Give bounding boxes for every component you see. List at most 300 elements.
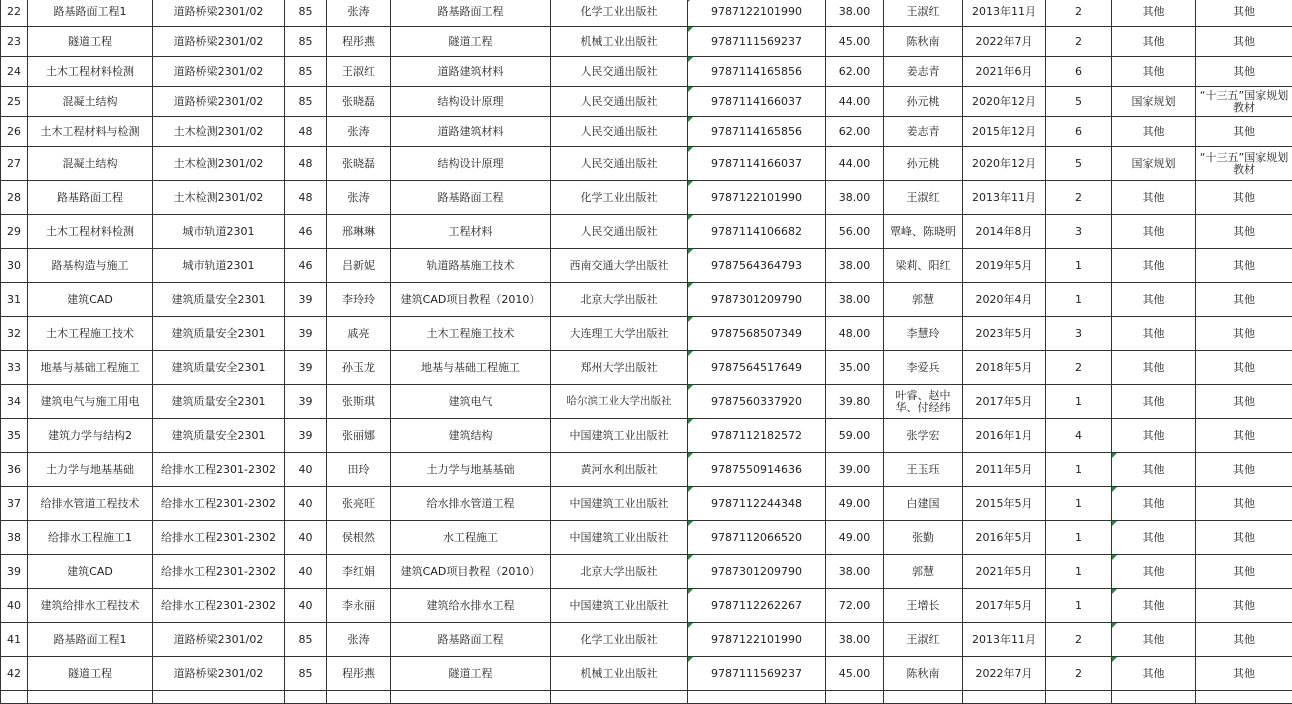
cell-price[interactable]: 45.00 — [826, 657, 884, 691]
cell-edition[interactable]: 2017年5月 — [963, 385, 1046, 419]
cell-teacher[interactable]: 张亮旺 — [327, 487, 391, 521]
cell-textbook[interactable]: 建筑CAD项目教程（2010） — [391, 283, 551, 317]
cell-course[interactable]: 土木工程材料检测 — [28, 215, 153, 249]
cell-isbn[interactable]: 9787111569237 — [688, 27, 826, 57]
cell-isbn[interactable]: 9787122101990 — [688, 623, 826, 657]
cell-edition[interactable]: 2022年7月 — [963, 657, 1046, 691]
cell-author[interactable]: 郭慧 — [884, 555, 963, 589]
cell-price[interactable]: 38.00 — [826, 555, 884, 589]
cell-index[interactable]: 31 — [1, 283, 28, 317]
cell-isbn[interactable]: 9787564517649 — [688, 351, 826, 385]
cell-textbook[interactable]: 路基路面工程 — [391, 623, 551, 657]
cell-price[interactable]: 38.00 — [826, 181, 884, 215]
cell-count[interactable]: 85 — [285, 623, 327, 657]
cell-category[interactable]: 其他 — [1112, 521, 1196, 555]
cell-price[interactable]: 38.00 — [826, 0, 884, 27]
cell-author[interactable]: 张勤 — [884, 521, 963, 555]
cell-price[interactable]: 59.00 — [826, 419, 884, 453]
cell-remark[interactable]: 其他 — [1196, 215, 1292, 249]
cell-author[interactable]: 王淑红 — [884, 181, 963, 215]
cell-price[interactable]: 45.00 — [826, 27, 884, 57]
cell-count[interactable]: 48 — [285, 117, 327, 147]
cell-count[interactable]: 85 — [285, 27, 327, 57]
cell-price[interactable]: 35.00 — [826, 351, 884, 385]
cell-remark[interactable]: 其他 — [1196, 487, 1292, 521]
cell-index[interactable]: 42 — [1, 657, 28, 691]
cell-textbook[interactable]: 道路建筑材料 — [391, 57, 551, 87]
cell-edition[interactable]: 2013年11月 — [963, 0, 1046, 27]
cell-teacher[interactable]: 李玲玲 — [327, 283, 391, 317]
cell-price[interactable]: 62.00 — [826, 57, 884, 87]
cell-isbn[interactable]: 9787568507349 — [688, 317, 826, 351]
cell-count[interactable]: 39 — [285, 419, 327, 453]
cell-author[interactable]: 叶睿、赵中华、付经纬 — [884, 385, 963, 419]
cell-isbn[interactable]: 9787114165856 — [688, 117, 826, 147]
cell-category[interactable]: 其他 — [1112, 623, 1196, 657]
cell-textbook[interactable]: 土木工程施工技术 — [391, 317, 551, 351]
cell-category[interactable]: 其他 — [1112, 0, 1196, 27]
cell-count[interactable]: 85 — [285, 57, 327, 87]
cell-publisher[interactable]: 北京大学出版社 — [551, 555, 688, 589]
cell-course[interactable]: 土力学与地基基础 — [28, 453, 153, 487]
cell-quantity[interactable]: 3 — [1046, 215, 1112, 249]
cell-isbn[interactable]: 9787111569237 — [688, 657, 826, 691]
cell-course[interactable]: 地基与基础工程施工 — [28, 351, 153, 385]
cell-publisher[interactable]: 人民交通出版社 — [551, 117, 688, 147]
cell-class[interactable]: 给排水工程2301-2302 — [153, 487, 285, 521]
cell-index[interactable]: 27 — [1, 147, 28, 181]
cell-author[interactable]: 姜志青 — [884, 57, 963, 87]
cell-category[interactable]: 其他 — [1112, 317, 1196, 351]
cell-remark[interactable]: 其他 — [1196, 0, 1292, 27]
cell-remark[interactable]: “十三五”国家规划教材 — [1196, 87, 1292, 117]
cell-textbook[interactable]: 工程材料 — [391, 215, 551, 249]
cell-isbn[interactable]: 9787122101990 — [688, 0, 826, 27]
cell-textbook[interactable]: 建筑给水排水工程 — [391, 589, 551, 623]
cell-count[interactable]: 39 — [285, 351, 327, 385]
cell-textbook[interactable]: 给水排水管道工程 — [391, 487, 551, 521]
cell-category[interactable]: 其他 — [1112, 249, 1196, 283]
cell-index[interactable]: 23 — [1, 27, 28, 57]
cell-isbn[interactable]: 9787114166037 — [688, 87, 826, 117]
cell-edition[interactable]: 2018年5月 — [963, 351, 1046, 385]
cell-textbook[interactable]: 建筑电气 — [391, 385, 551, 419]
cell-class[interactable]: 道路桥梁2301/02 — [153, 87, 285, 117]
cell-teacher[interactable]: 程彤燕 — [327, 657, 391, 691]
cell-index[interactable]: 39 — [1, 555, 28, 589]
cell-quantity[interactable]: 1 — [1046, 385, 1112, 419]
cell-isbn[interactable]: 9787114165856 — [688, 57, 826, 87]
cell-count[interactable]: 40 — [285, 487, 327, 521]
cell-publisher[interactable]: 机械工业出版社 — [551, 657, 688, 691]
cell-publisher[interactable]: 大连理工大学出版社 — [551, 317, 688, 351]
cell-quantity[interactable]: 4 — [1046, 419, 1112, 453]
cell-publisher[interactable]: 化学工业出版社 — [551, 0, 688, 27]
cell-class[interactable]: 建筑质量安全2301 — [153, 317, 285, 351]
cell-class[interactable] — [153, 691, 285, 704]
cell-author[interactable]: 王淑红 — [884, 0, 963, 27]
cell-edition[interactable]: 2015年12月 — [963, 117, 1046, 147]
cell-index[interactable]: 30 — [1, 249, 28, 283]
cell-category[interactable]: 其他 — [1112, 589, 1196, 623]
cell-index[interactable]: 33 — [1, 351, 28, 385]
cell-teacher[interactable]: 张涛 — [327, 0, 391, 27]
cell-class[interactable]: 给排水工程2301-2302 — [153, 589, 285, 623]
cell-author[interactable] — [884, 691, 963, 704]
cell-price[interactable]: 56.00 — [826, 215, 884, 249]
cell-remark[interactable]: 其他 — [1196, 623, 1292, 657]
cell-course[interactable]: 建筑CAD — [28, 283, 153, 317]
cell-quantity[interactable]: 5 — [1046, 147, 1112, 181]
cell-teacher[interactable]: 张涛 — [327, 117, 391, 147]
cell-price[interactable] — [826, 691, 884, 704]
cell-index[interactable]: 34 — [1, 385, 28, 419]
cell-class[interactable]: 建筑质量安全2301 — [153, 283, 285, 317]
cell-remark[interactable]: 其他 — [1196, 117, 1292, 147]
cell-publisher[interactable]: 中国建筑工业出版社 — [551, 521, 688, 555]
cell-course[interactable]: 建筑CAD — [28, 555, 153, 589]
cell-index[interactable]: 28 — [1, 181, 28, 215]
cell-course[interactable]: 混凝土结构 — [28, 87, 153, 117]
cell-textbook[interactable]: 路基路面工程 — [391, 0, 551, 27]
cell-category[interactable]: 其他 — [1112, 657, 1196, 691]
cell-isbn[interactable]: 9787560337920 — [688, 385, 826, 419]
cell-publisher[interactable]: 人民交通出版社 — [551, 87, 688, 117]
cell-class[interactable]: 城市轨道2301 — [153, 215, 285, 249]
cell-count[interactable]: 46 — [285, 215, 327, 249]
cell-teacher[interactable]: 张晓磊 — [327, 87, 391, 117]
cell-course[interactable]: 建筑给排水工程技术 — [28, 589, 153, 623]
cell-edition[interactable]: 2021年6月 — [963, 57, 1046, 87]
cell-publisher[interactable]: 化学工业出版社 — [551, 623, 688, 657]
cell-price[interactable]: 49.00 — [826, 487, 884, 521]
cell-publisher[interactable]: 机械工业出版社 — [551, 27, 688, 57]
cell-author[interactable]: 陈秋南 — [884, 657, 963, 691]
cell-isbn[interactable]: 9787114106682 — [688, 215, 826, 249]
cell-quantity[interactable]: 2 — [1046, 181, 1112, 215]
cell-remark[interactable]: 其他 — [1196, 249, 1292, 283]
cell-category[interactable]: 其他 — [1112, 555, 1196, 589]
cell-count[interactable]: 40 — [285, 521, 327, 555]
cell-price[interactable]: 44.00 — [826, 87, 884, 117]
cell-isbn[interactable]: 9787550914636 — [688, 453, 826, 487]
cell-course[interactable]: 路基构造与施工 — [28, 249, 153, 283]
cell-teacher[interactable]: 程彤燕 — [327, 27, 391, 57]
cell-isbn[interactable]: 9787112262267 — [688, 589, 826, 623]
cell-isbn[interactable]: 9787112182572 — [688, 419, 826, 453]
cell-publisher[interactable]: 黄河水利出版社 — [551, 453, 688, 487]
cell-isbn[interactable]: 9787114166037 — [688, 147, 826, 181]
cell-edition[interactable]: 2015年5月 — [963, 487, 1046, 521]
cell-isbn[interactable]: 9787112066520 — [688, 521, 826, 555]
cell-course[interactable]: 土木工程施工技术 — [28, 317, 153, 351]
cell-remark[interactable]: 其他 — [1196, 385, 1292, 419]
cell-publisher[interactable]: 中国建筑工业出版社 — [551, 419, 688, 453]
cell-course[interactable]: 混凝土结构 — [28, 147, 153, 181]
cell-teacher[interactable]: 邢琳琳 — [327, 215, 391, 249]
cell-index[interactable]: 41 — [1, 623, 28, 657]
cell-textbook[interactable]: 轨道路基施工技术 — [391, 249, 551, 283]
cell-category[interactable]: 其他 — [1112, 351, 1196, 385]
cell-publisher[interactable]: 郑州大学出版社 — [551, 351, 688, 385]
cell-index[interactable]: 36 — [1, 453, 28, 487]
cell-remark[interactable]: 其他 — [1196, 283, 1292, 317]
cell-teacher[interactable]: 吕新妮 — [327, 249, 391, 283]
cell-index[interactable]: 25 — [1, 87, 28, 117]
cell-isbn[interactable] — [688, 691, 826, 704]
cell-remark[interactable]: 其他 — [1196, 317, 1292, 351]
cell-author[interactable]: 陈秋南 — [884, 27, 963, 57]
cell-quantity[interactable]: 2 — [1046, 623, 1112, 657]
cell-textbook[interactable]: 建筑结构 — [391, 419, 551, 453]
cell-class[interactable]: 土木检测2301/02 — [153, 147, 285, 181]
cell-edition[interactable]: 2020年12月 — [963, 87, 1046, 117]
cell-edition[interactable]: 2023年5月 — [963, 317, 1046, 351]
cell-index[interactable]: 24 — [1, 57, 28, 87]
cell-category[interactable]: 其他 — [1112, 181, 1196, 215]
cell-price[interactable]: 39.80 — [826, 385, 884, 419]
cell-course[interactable]: 土木工程材料与检测 — [28, 117, 153, 147]
cell-textbook[interactable]: 路基路面工程 — [391, 181, 551, 215]
cell-edition[interactable]: 2017年5月 — [963, 589, 1046, 623]
cell-category[interactable]: 国家规划 — [1112, 147, 1196, 181]
cell-textbook[interactable]: 结构设计原理 — [391, 147, 551, 181]
cell-quantity[interactable]: 1 — [1046, 521, 1112, 555]
cell-index[interactable]: 32 — [1, 317, 28, 351]
cell-remark[interactable]: 其他 — [1196, 521, 1292, 555]
cell-price[interactable]: 38.00 — [826, 249, 884, 283]
cell-teacher[interactable]: 孙玉龙 — [327, 351, 391, 385]
cell-count[interactable]: 40 — [285, 453, 327, 487]
cell-price[interactable]: 72.00 — [826, 589, 884, 623]
cell-category[interactable]: 其他 — [1112, 283, 1196, 317]
cell-textbook[interactable]: 隧道工程 — [391, 27, 551, 57]
cell-category[interactable] — [1112, 691, 1196, 704]
cell-course[interactable]: 土木工程材料检测 — [28, 57, 153, 87]
cell-count[interactable]: 85 — [285, 87, 327, 117]
cell-remark[interactable]: 其他 — [1196, 351, 1292, 385]
cell-index[interactable] — [1, 691, 28, 704]
cell-teacher[interactable]: 张涛 — [327, 181, 391, 215]
cell-textbook[interactable] — [391, 691, 551, 704]
cell-course[interactable]: 建筑电气与施工用电 — [28, 385, 153, 419]
cell-price[interactable]: 62.00 — [826, 117, 884, 147]
cell-index[interactable]: 40 — [1, 589, 28, 623]
cell-isbn[interactable]: 9787301209790 — [688, 555, 826, 589]
cell-index[interactable]: 38 — [1, 521, 28, 555]
cell-edition[interactable]: 2022年7月 — [963, 27, 1046, 57]
cell-count[interactable]: 39 — [285, 283, 327, 317]
cell-author[interactable]: 王淑红 — [884, 623, 963, 657]
cell-class[interactable]: 建筑质量安全2301 — [153, 385, 285, 419]
cell-price[interactable]: 38.00 — [826, 623, 884, 657]
cell-quantity[interactable]: 6 — [1046, 57, 1112, 87]
cell-quantity[interactable]: 1 — [1046, 589, 1112, 623]
cell-remark[interactable]: “十三五”国家规划教材 — [1196, 147, 1292, 181]
cell-count[interactable]: 85 — [285, 0, 327, 27]
cell-count[interactable]: 46 — [285, 249, 327, 283]
cell-course[interactable]: 给排水工程施工1 — [28, 521, 153, 555]
cell-remark[interactable]: 其他 — [1196, 181, 1292, 215]
cell-count[interactable] — [285, 691, 327, 704]
cell-quantity[interactable]: 1 — [1046, 453, 1112, 487]
cell-category[interactable]: 其他 — [1112, 487, 1196, 521]
cell-class[interactable]: 建筑质量安全2301 — [153, 351, 285, 385]
cell-course[interactable]: 隧道工程 — [28, 27, 153, 57]
cell-quantity[interactable] — [1046, 691, 1112, 704]
cell-isbn[interactable]: 9787301209790 — [688, 283, 826, 317]
cell-price[interactable]: 44.00 — [826, 147, 884, 181]
cell-publisher[interactable]: 人民交通出版社 — [551, 57, 688, 87]
cell-remark[interactable]: 其他 — [1196, 555, 1292, 589]
cell-index[interactable]: 35 — [1, 419, 28, 453]
cell-quantity[interactable]: 1 — [1046, 249, 1112, 283]
cell-edition[interactable]: 2020年4月 — [963, 283, 1046, 317]
cell-remark[interactable] — [1196, 691, 1292, 704]
cell-category[interactable]: 其他 — [1112, 27, 1196, 57]
cell-publisher[interactable]: 西南交通大学出版社 — [551, 249, 688, 283]
cell-category[interactable]: 其他 — [1112, 215, 1196, 249]
cell-category[interactable]: 其他 — [1112, 117, 1196, 147]
cell-author[interactable]: 姜志青 — [884, 117, 963, 147]
cell-edition[interactable]: 2013年11月 — [963, 623, 1046, 657]
cell-class[interactable]: 道路桥梁2301/02 — [153, 657, 285, 691]
cell-edition[interactable]: 2019年5月 — [963, 249, 1046, 283]
cell-edition[interactable]: 2016年5月 — [963, 521, 1046, 555]
cell-textbook[interactable]: 水工程施工 — [391, 521, 551, 555]
cell-teacher[interactable]: 戚亮 — [327, 317, 391, 351]
cell-isbn[interactable]: 9787564364793 — [688, 249, 826, 283]
cell-textbook[interactable]: 隧道工程 — [391, 657, 551, 691]
cell-teacher[interactable]: 侯根然 — [327, 521, 391, 555]
cell-class[interactable]: 道路桥梁2301/02 — [153, 0, 285, 27]
cell-publisher[interactable]: 人民交通出版社 — [551, 147, 688, 181]
cell-remark[interactable]: 其他 — [1196, 419, 1292, 453]
cell-teacher[interactable]: 王淑红 — [327, 57, 391, 87]
cell-quantity[interactable]: 2 — [1046, 657, 1112, 691]
cell-quantity[interactable]: 2 — [1046, 27, 1112, 57]
cell-count[interactable]: 40 — [285, 555, 327, 589]
cell-remark[interactable]: 其他 — [1196, 589, 1292, 623]
cell-publisher[interactable]: 哈尔滨工业大学出版社 — [551, 385, 688, 419]
cell-quantity[interactable]: 5 — [1046, 87, 1112, 117]
cell-class[interactable]: 土木检测2301/02 — [153, 181, 285, 215]
cell-remark[interactable]: 其他 — [1196, 657, 1292, 691]
cell-quantity[interactable]: 2 — [1046, 351, 1112, 385]
cell-course[interactable]: 建筑力学与结构2 — [28, 419, 153, 453]
cell-remark[interactable]: 其他 — [1196, 453, 1292, 487]
cell-class[interactable]: 道路桥梁2301/02 — [153, 27, 285, 57]
cell-course[interactable]: 路基路面工程1 — [28, 0, 153, 27]
cell-textbook[interactable]: 结构设计原理 — [391, 87, 551, 117]
cell-category[interactable]: 其他 — [1112, 385, 1196, 419]
cell-author[interactable]: 李慧玲 — [884, 317, 963, 351]
cell-author[interactable]: 覃峰、陈晓明 — [884, 215, 963, 249]
cell-author[interactable]: 郭慧 — [884, 283, 963, 317]
cell-index[interactable]: 37 — [1, 487, 28, 521]
cell-price[interactable]: 48.00 — [826, 317, 884, 351]
cell-textbook[interactable]: 地基与基础工程施工 — [391, 351, 551, 385]
cell-isbn[interactable]: 9787112244348 — [688, 487, 826, 521]
cell-publisher[interactable]: 中国建筑工业出版社 — [551, 487, 688, 521]
cell-category[interactable]: 其他 — [1112, 57, 1196, 87]
cell-publisher[interactable]: 中国建筑工业出版社 — [551, 589, 688, 623]
cell-edition[interactable]: 2014年8月 — [963, 215, 1046, 249]
cell-index[interactable]: 29 — [1, 215, 28, 249]
cell-class[interactable]: 给排水工程2301-2302 — [153, 555, 285, 589]
cell-category[interactable]: 其他 — [1112, 419, 1196, 453]
cell-author[interactable]: 王增长 — [884, 589, 963, 623]
cell-course[interactable]: 隧道工程 — [28, 657, 153, 691]
cell-publisher[interactable]: 北京大学出版社 — [551, 283, 688, 317]
cell-category[interactable]: 国家规划 — [1112, 87, 1196, 117]
cell-quantity[interactable]: 2 — [1046, 0, 1112, 27]
cell-course[interactable]: 路基路面工程 — [28, 181, 153, 215]
cell-author[interactable]: 孙元桃 — [884, 147, 963, 181]
cell-price[interactable]: 49.00 — [826, 521, 884, 555]
cell-teacher[interactable]: 张晓磊 — [327, 147, 391, 181]
cell-course[interactable]: 路基路面工程1 — [28, 623, 153, 657]
cell-teacher[interactable]: 李红娟 — [327, 555, 391, 589]
cell-teacher[interactable]: 李永丽 — [327, 589, 391, 623]
cell-quantity[interactable]: 3 — [1046, 317, 1112, 351]
cell-teacher[interactable]: 张斯琪 — [327, 385, 391, 419]
cell-price[interactable]: 38.00 — [826, 283, 884, 317]
cell-index[interactable]: 22 — [1, 0, 28, 27]
cell-publisher[interactable] — [551, 691, 688, 704]
cell-teacher[interactable] — [327, 691, 391, 704]
cell-index[interactable]: 26 — [1, 117, 28, 147]
cell-price[interactable]: 39.00 — [826, 453, 884, 487]
cell-textbook[interactable]: 土力学与地基基础 — [391, 453, 551, 487]
cell-quantity[interactable]: 1 — [1046, 555, 1112, 589]
cell-teacher[interactable]: 张丽娜 — [327, 419, 391, 453]
cell-category[interactable]: 其他 — [1112, 453, 1196, 487]
cell-teacher[interactable]: 张涛 — [327, 623, 391, 657]
cell-count[interactable]: 85 — [285, 657, 327, 691]
cell-author[interactable]: 张学宏 — [884, 419, 963, 453]
cell-edition[interactable]: 2021年5月 — [963, 555, 1046, 589]
cell-class[interactable]: 给排水工程2301-2302 — [153, 453, 285, 487]
cell-edition[interactable]: 2020年12月 — [963, 147, 1046, 181]
cell-count[interactable]: 48 — [285, 147, 327, 181]
cell-textbook[interactable]: 建筑CAD项目教程（2010） — [391, 555, 551, 589]
cell-quantity[interactable]: 1 — [1046, 487, 1112, 521]
cell-edition[interactable]: 2013年11月 — [963, 181, 1046, 215]
cell-author[interactable]: 王玉珏 — [884, 453, 963, 487]
cell-textbook[interactable]: 道路建筑材料 — [391, 117, 551, 147]
cell-count[interactable]: 39 — [285, 385, 327, 419]
cell-publisher[interactable]: 化学工业出版社 — [551, 181, 688, 215]
cell-class[interactable]: 道路桥梁2301/02 — [153, 623, 285, 657]
cell-class[interactable]: 给排水工程2301-2302 — [153, 521, 285, 555]
cell-count[interactable]: 40 — [285, 589, 327, 623]
cell-remark[interactable]: 其他 — [1196, 27, 1292, 57]
cell-author[interactable]: 李爱兵 — [884, 351, 963, 385]
cell-course[interactable]: 给排水管道工程技术 — [28, 487, 153, 521]
cell-author[interactable]: 梁莉、阳红 — [884, 249, 963, 283]
cell-author[interactable]: 白建国 — [884, 487, 963, 521]
cell-count[interactable]: 39 — [285, 317, 327, 351]
cell-class[interactable]: 道路桥梁2301/02 — [153, 57, 285, 87]
cell-quantity[interactable]: 1 — [1046, 283, 1112, 317]
cell-teacher[interactable]: 田玲 — [327, 453, 391, 487]
cell-class[interactable]: 城市轨道2301 — [153, 249, 285, 283]
cell-quantity[interactable]: 6 — [1046, 117, 1112, 147]
cell-edition[interactable] — [963, 691, 1046, 704]
cell-count[interactable]: 48 — [285, 181, 327, 215]
cell-class[interactable]: 土木检测2301/02 — [153, 117, 285, 147]
